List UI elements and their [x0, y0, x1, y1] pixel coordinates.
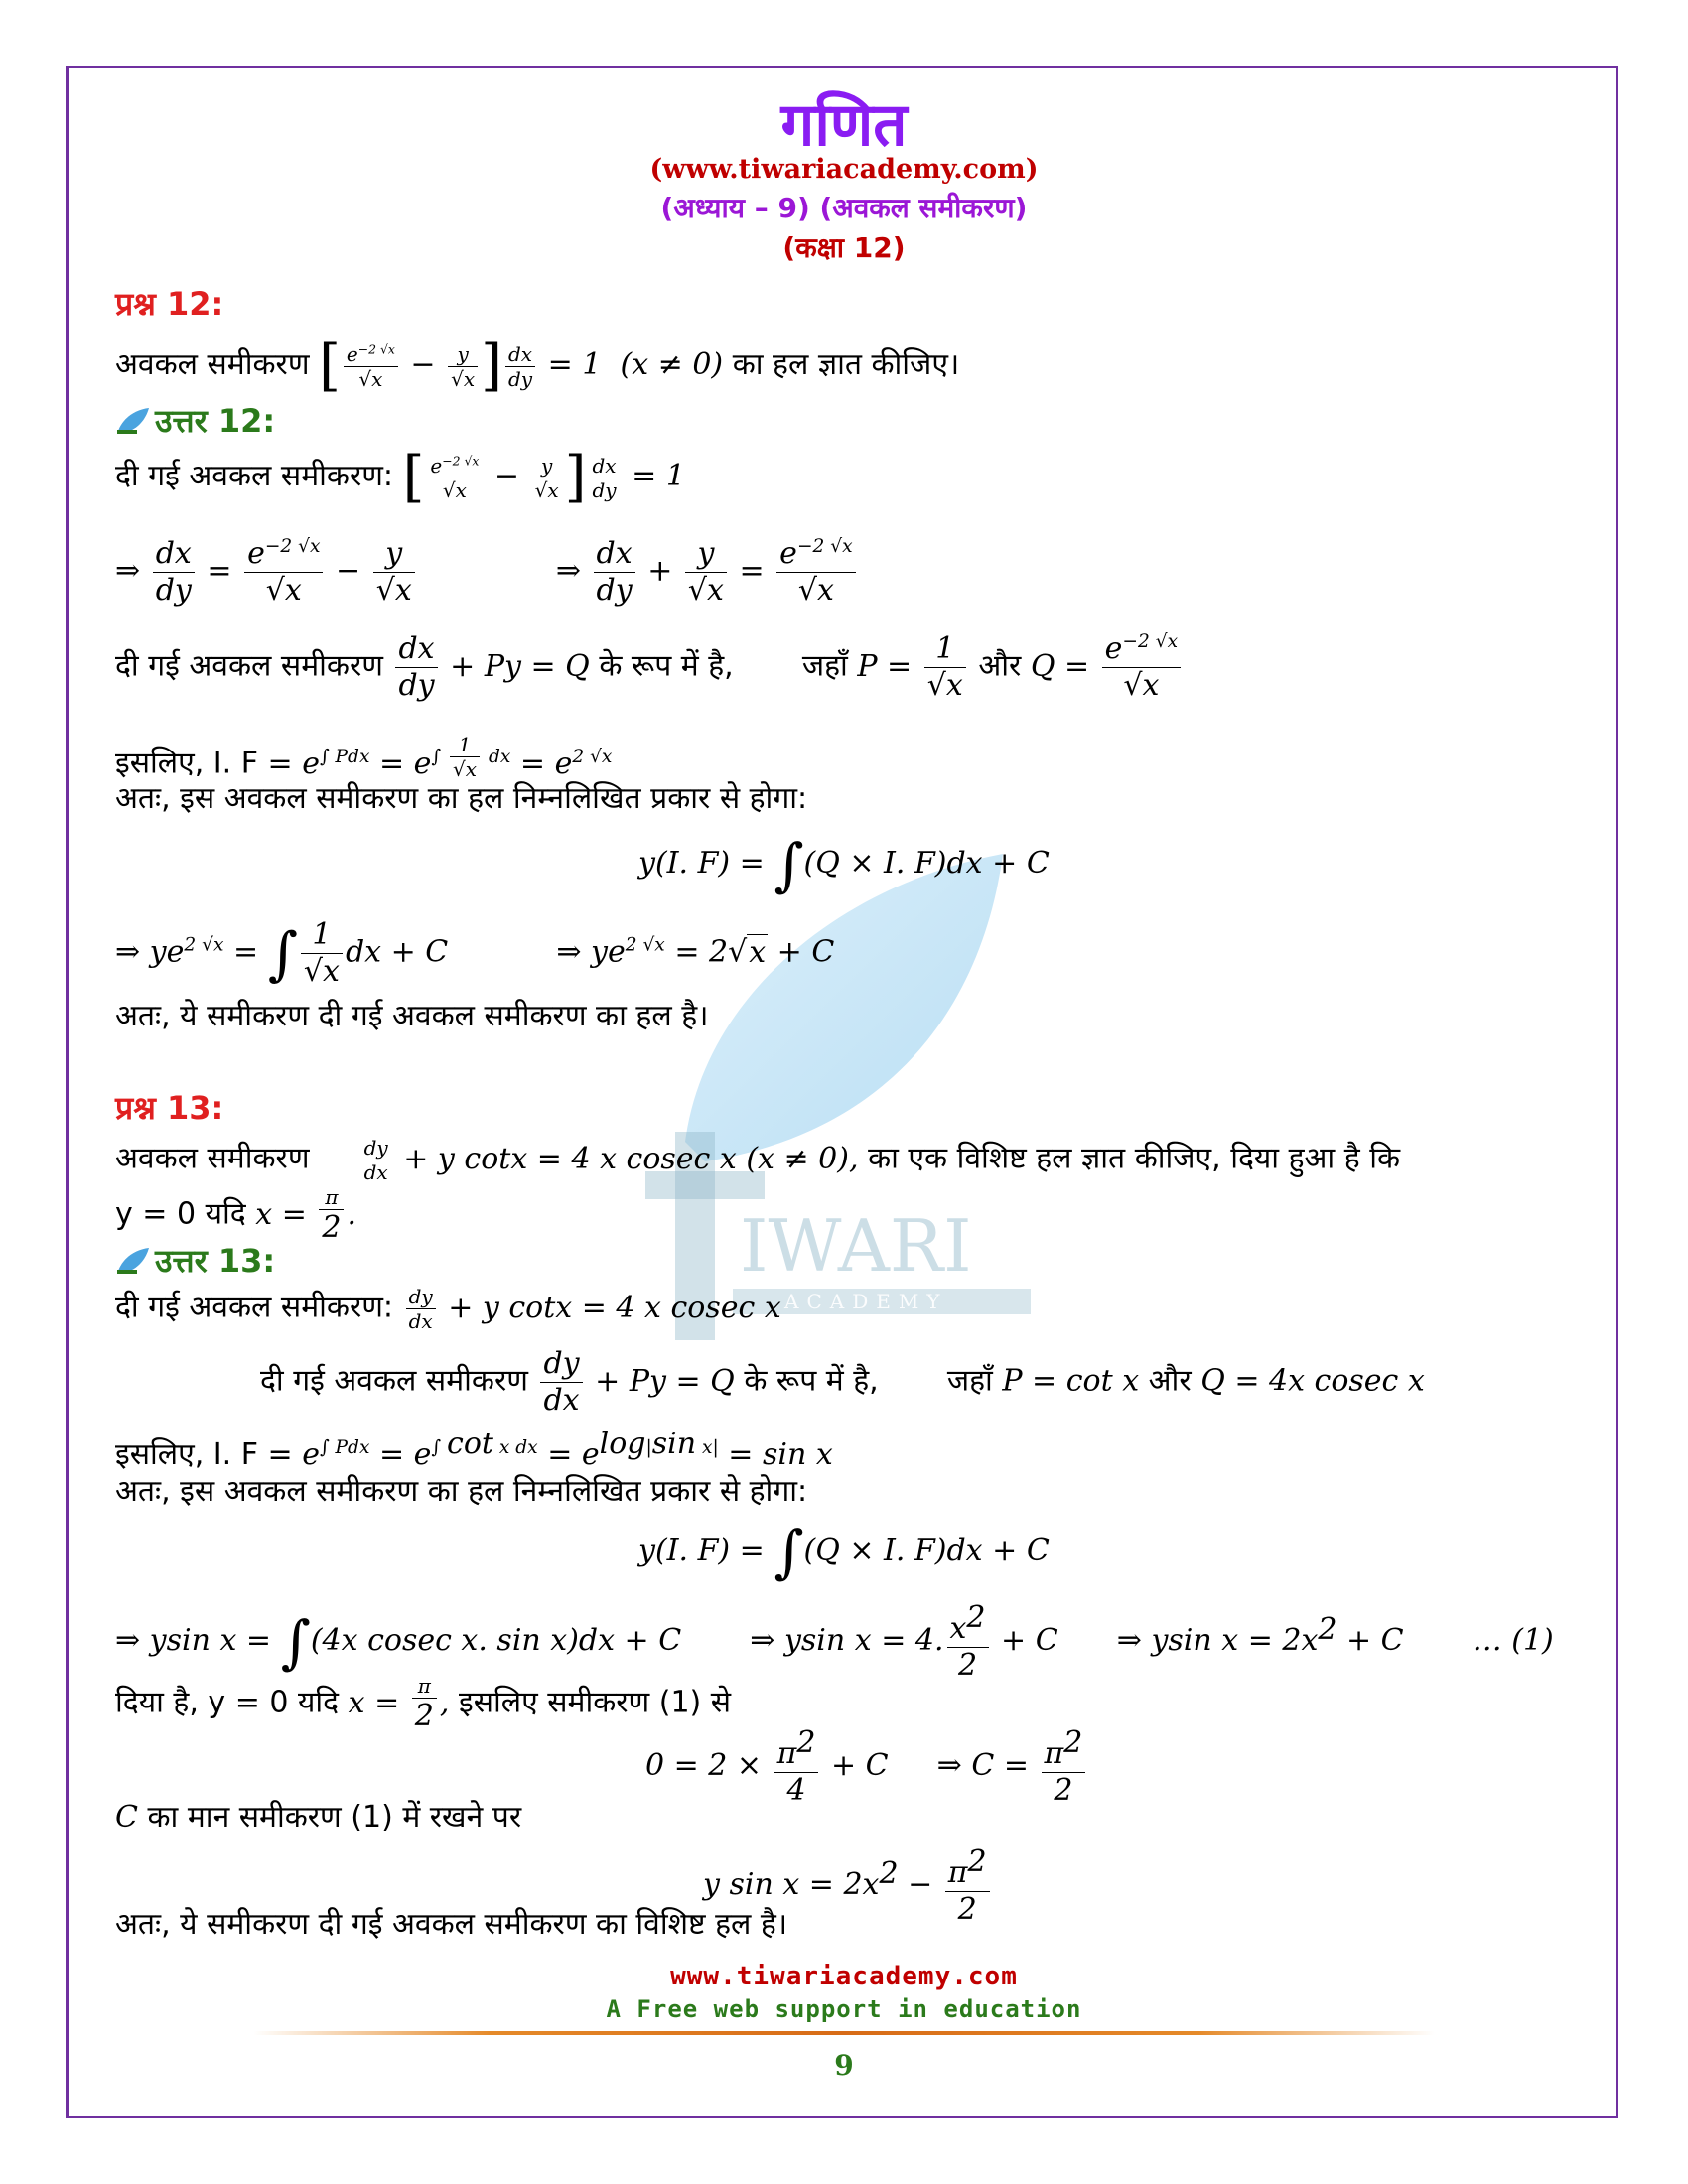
answer-logo-icon — [115, 406, 151, 436]
class-label: (कक्षा 12) — [782, 231, 906, 264]
a12-given-label: दी गई अवकल समीकरण: — [115, 459, 394, 493]
a12-form-suffix: के रूप में है, — [599, 648, 734, 684]
a12-where: जहाँ — [801, 648, 848, 684]
footer-divider — [253, 2031, 1435, 2035]
a13-conclusion: अतः, ये समीकरण दी गई अवकल समीकरण का विशिष्ट हल है। — [115, 1907, 788, 1942]
a13-form-suffix: के रूप में है, — [744, 1363, 879, 1399]
watermark-sub: ACADEMY — [784, 1290, 948, 1313]
a12-conclusion: अतः, ये समीकरण दी गई अवकल समीकरण का हल है। — [115, 999, 709, 1033]
a12-general-solution: y(I. F) = ∫(Q × I. F)dx + C — [638, 831, 1050, 898]
a12-form-text: दी गई अवकल समीकरण — [115, 648, 383, 684]
a12-and: और — [978, 648, 1022, 684]
a13-form-text: दी गई अवकल समीकरण — [260, 1363, 528, 1399]
q13-suffix: का एक विशिष्ट हल ज्ञात कीजिए, दिया हुआ है कि — [868, 1141, 1401, 1176]
answer-13-heading — [115, 1239, 275, 1282]
q12-equation: [ $\frac{e^{-2 √x}}{√x}$ − $\frac{y}{√x}$ ] $\frac{dx}{dy}$ = 1 (x ≠ 0) — [319, 334, 724, 398]
footer-tagline: A Free web support in education — [606, 1995, 1082, 2023]
page-title: गणित — [780, 90, 908, 160]
a13-given-cond-line: दिया है, y = 0 यदि x = π 2 , इसलिए समीकरण (1) से — [115, 1674, 732, 1733]
a13-general-solution: y(I. F) = ∫(Q × I. F)dx + C — [638, 1518, 1050, 1585]
a13-form-line: दी गई अवकल समीकरण $\frac{dy}{dx}$ + Py = Q के रूप में है, जहाँ P = cot x और Q = 4x cosec x — [260, 1346, 1425, 1418]
watermark-letters: IWARI — [740, 1204, 972, 1288]
a12-if-label: इसलिए, I. F — [115, 746, 258, 781]
question-12-text — [115, 332, 959, 401]
a12-step-1: ⇒ $\frac{dx}{dy}$ = $\frac{e^{-2 √x}}{√x}$ − $\frac{y}{√x}$ ⇒ $\frac{dx}{dy}$ + $\frac{y}{√x}$ = $\frac{e^{-2 √x}}{√x}$ — [115, 536, 859, 609]
a13-if-label: इसलिए, I. F = — [115, 1437, 293, 1472]
a13-step-1: ⇒ ysin x = ∫(4x cosec x. sin x)dx + C ⇒ ysin x = 4. $\frac{x^2}{2}$ + C ⇒ ysin $x = 2x^2 + C$ … (1) — [115, 1600, 1554, 1683]
site-url-header[interactable]: (www.tiwariacademy.com) — [649, 154, 1039, 185]
a13-c-line: C का मान समीकरण (1) में रखने पर — [115, 1800, 522, 1835]
q12-prefix: अवकल समीकरण — [115, 347, 310, 382]
a13-solution-intro: अतः, इस अवकल समीकरण का हल निम्नलिखित प्रकार से होगा: — [115, 1474, 808, 1509]
answer-12-heading-text: उत्तर 12: — [155, 402, 276, 440]
question-13-heading: प्रश्न 13: — [115, 1089, 224, 1127]
a13-step-2: 0 = 2 × $\frac{\pi^2}{4}$ + C ⇒ C = $\frac{\pi^2}{2}$ — [645, 1725, 1088, 1809]
question-13-line-2: y = 0 यदि x = π 2 . — [115, 1185, 357, 1245]
q13-prefix: अवकल समीकरण — [115, 1141, 310, 1176]
answer-13-heading-text: उत्तर 13: — [155, 1242, 276, 1280]
a13-given-cond: दिया है, y = 0 यदि — [115, 1685, 340, 1720]
answer-12-heading — [115, 399, 275, 442]
a12-given-line: दी गई अवकल समीकरण: [ $\frac{e^{-2 √x}}{√x}$ − $\frac{y}{√x}$ ] $\frac{dx}{dy}$ = 1 — [115, 445, 685, 509]
a12-form-line: दी गई अवकल समीकरण $\frac{dx}{dy}$ + Py = Q के रूप में है, जहाँ P = $\frac{1}{√x}$ और Q = $\frac{e^{-2 √x}}{√x}$ — [115, 631, 1184, 704]
a13-and: और — [1148, 1363, 1192, 1399]
a12-if-line: इसलिए, I. $F = e^{\int Pdx} = e^{\int \frac{1}{√x} dx} = e^{2 √x}$ — [115, 733, 613, 781]
a13-final-equation: y $\sin x = 2x^2$ − $\frac{\pi^2}{2}$ — [703, 1844, 993, 1928]
footer-site-link[interactable]: www.tiwariacademy.com — [670, 1962, 1018, 1991]
a13-c-text: का मान समीकरण (1) में रखने पर — [147, 1800, 522, 1835]
page-number: 9 — [834, 2049, 854, 2082]
answer-logo-icon — [115, 1246, 151, 1276]
q13-line2-text: y = 0 यदि — [115, 1196, 246, 1232]
a13-given-line: दी गई अवकल समीकरण: $\frac{dy}{dx}$ + y cotx = 4 x cosec x — [115, 1285, 781, 1333]
chapter-label: (अध्याय – 9) (अवकल समीकरण) — [660, 192, 1028, 224]
q12-suffix: का हल ज्ञात कीजिए। — [732, 347, 960, 382]
a13-if-line: इसलिए, I. $F = e^{\int Pdx} = e^{\int cot x dx} = e^{log|sin x|} = \sin x$ — [115, 1427, 833, 1472]
a13-where: जहाँ — [946, 1363, 993, 1399]
a12-step-2: ⇒ $ye^{2 √x}$ = ∫ $\frac{1}{√x}$ dx + C ⇒ $ye^{2 √x} = 2√x + C$ — [115, 917, 835, 989]
a13-given-label: दी गई अवकल समीकरण: — [115, 1290, 394, 1325]
question-13-text: अवकल समीकरण $\frac{dy}{dx}$ + y cotx = 4 x cosec x (x ≠ 0), का एक विशिष्ट हल ज्ञात कीजिए, दिया हुआ है कि — [115, 1136, 1401, 1184]
question-12-heading: प्रश्न 12: — [115, 285, 224, 323]
a13-from-eq: इसलिए समीकरण (1) से — [458, 1685, 732, 1720]
a12-solution-intro: अतः, इस अवकल समीकरण का हल निम्नलिखित प्रकार से होगा: — [115, 781, 808, 816]
